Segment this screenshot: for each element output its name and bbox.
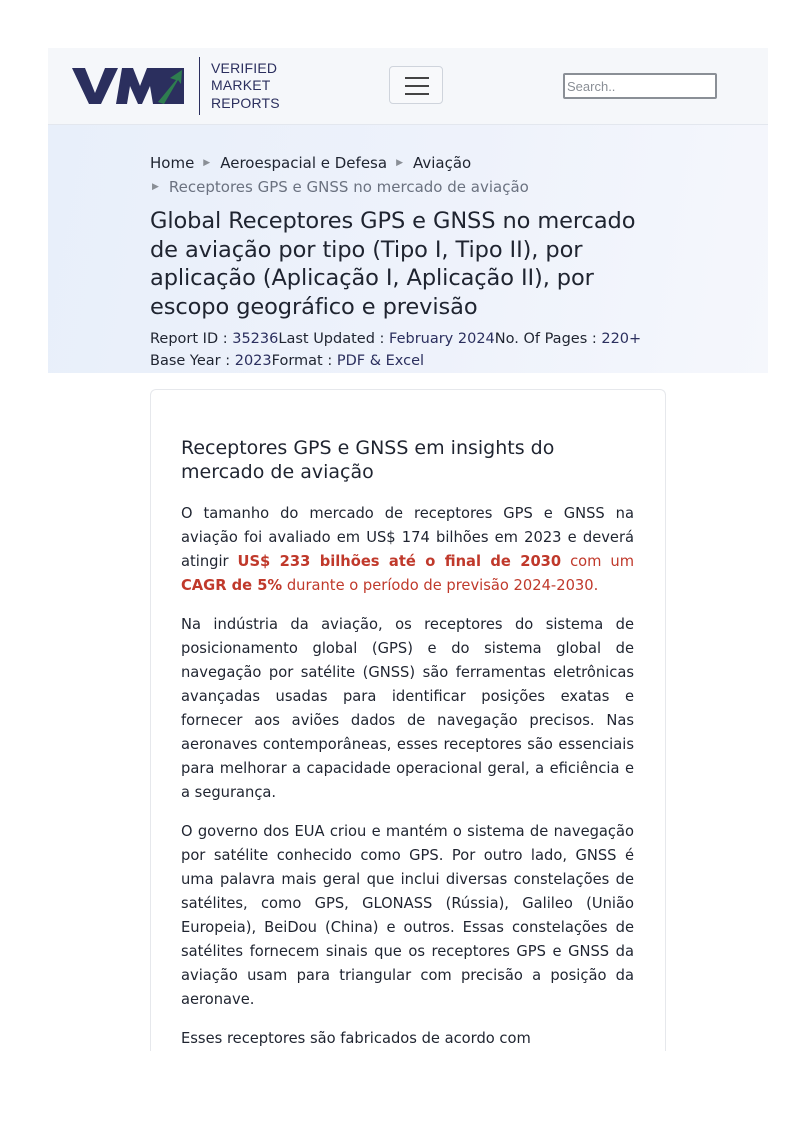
cagr-highlight: CAGR de 5% <box>181 577 283 594</box>
paragraph-text: O tamanho do mercado de receptores GPS e GNSS na aviação foi avaliado em US$ 174 bilhões em 2023 e deverá atingir <box>181 505 634 570</box>
paragraph-text: durante o período de previsão 2024-2030. <box>282 577 599 594</box>
breadcrumb-current: Receptores GPS e GNSS no mercado de aviação <box>168 178 529 196</box>
pages-label: No. Of Pages : <box>494 331 602 347</box>
site-header <box>48 48 768 125</box>
format-value: PDF & Excel <box>336 353 425 369</box>
insights-body <box>181 502 634 1051</box>
vmr-logo-icon <box>72 66 184 106</box>
paragraph-text: com um <box>561 553 635 570</box>
last-updated-label: Last Updated : <box>278 331 390 347</box>
logo-line: REPORTS <box>211 94 280 111</box>
insights-card <box>150 389 666 1051</box>
format-label: Format : <box>271 353 337 369</box>
page <box>48 48 768 1047</box>
menu-toggle-button[interactable] <box>389 66 443 104</box>
paragraph: Esses receptores são fabricados de acordo com <box>181 1030 531 1047</box>
report-id-label: Report ID : <box>150 331 233 347</box>
pages-value: 220+ <box>601 331 642 347</box>
chevron-right-icon: ▶ <box>396 158 403 168</box>
paragraph <box>181 502 634 598</box>
report-meta <box>150 328 641 372</box>
chevron-right-icon: ▶ <box>203 158 211 168</box>
logo[interactable] <box>72 56 280 116</box>
hamburger-icon-bar <box>405 93 429 95</box>
hamburger-icon <box>405 77 429 79</box>
paragraph: O governo dos EUA criou e mantém o sistema de navegação por satélite conhecido como GPS. Por outro lado, GNSS é uma palavra mais geral que inclui diversas constelações de satélites, como GPS, GLONASS (Rússia), Galileo (União Europeia), BeiDou (China) e outros. Essas constelações de satélites fornecem sinais que os receptores GPS e GNSS da aviação usam para triangular com precisão a posição da aeronave. <box>181 823 634 1008</box>
search-input[interactable] <box>563 73 717 99</box>
breadcrumb-category[interactable]: Aeroespacial e Defesa <box>220 154 388 172</box>
logo-wordmark <box>211 60 280 113</box>
breadcrumb <box>150 151 529 199</box>
breadcrumb-subcategory[interactable]: Aviação <box>412 154 472 172</box>
report-hero <box>48 125 768 373</box>
chevron-right-icon: ▶ <box>152 182 159 192</box>
insights-heading: Receptores GPS e GNSS em insights do mercado de aviação <box>181 437 555 483</box>
breadcrumb-home[interactable]: Home <box>150 154 195 172</box>
last-updated-value: February 2024 <box>389 331 495 347</box>
report-id-value: 35236 <box>232 331 279 347</box>
logo-line: MARKET <box>211 77 271 94</box>
page-title: Global Receptores GPS e GNSS no mercado de aviação por tipo (Tipo I, Tipo II), por aplicação (Aplicação I, Aplicação II), por escopo geográfico e previsão <box>150 208 636 320</box>
base-year-value: 2023 <box>234 353 272 369</box>
market-value-highlight: US$ 233 bilhões até o final de 2030 <box>237 553 562 570</box>
hamburger-icon-bar <box>405 85 429 87</box>
logo-divider <box>199 57 200 115</box>
base-year-label: Base Year : <box>150 353 235 369</box>
logo-line: VERIFIED <box>211 59 278 76</box>
paragraph: Na indústria da aviação, os receptores do sistema de posicionamento global (GPS) e do sistema global de navegação por satélite (GNSS) são ferramentas eletrônicas avançadas usadas para identificar posições exatas e fornecer aos aviões dados de navegação precisos. Nas aeronaves contemporâneas, esses receptores são essenciais para melhorar a capacidade operacional geral, a eficiência e a segurança. <box>181 616 634 801</box>
